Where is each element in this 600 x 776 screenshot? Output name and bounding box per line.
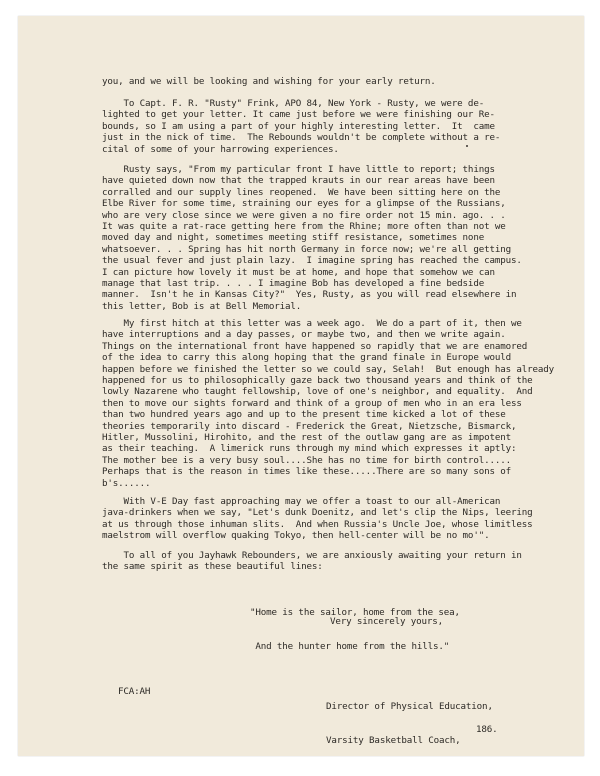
signature-title-2: Varsity Basketball Coach, bbox=[326, 735, 461, 747]
first-hitch-line: The mother bee is a very busy soul....She has no time for birth control..... bbox=[102, 454, 511, 466]
signature-block bbox=[326, 678, 493, 758]
ve-day-line: maelstrom will overflow quaking Tokyo, then hell-center will be no mo'". bbox=[102, 530, 490, 542]
rusty-says-line: moved day and night, sometimes meeting stiff resistance, sometimes none bbox=[102, 232, 485, 244]
rusty-says-line: who are very close since we were given a no fire order not 15 min. ago. . . bbox=[102, 209, 506, 221]
paragraph-ve-day bbox=[102, 496, 572, 542]
rusty-intro-line: cital of some of your harrowing experiences. bbox=[102, 143, 339, 155]
rusty-says-line: corralled and our supply lines reopened. We have been sitting here on the bbox=[102, 186, 501, 198]
paragraph-rusty-intro bbox=[102, 98, 572, 155]
rusty-says-line: I can picture how lovely it must be at home, and hope that somehow we can bbox=[102, 266, 495, 278]
ve-day-line: java-drinkers when we say, "Let's dunk Doenitz, and let's clip the Nips, leering bbox=[102, 507, 533, 519]
first-hitch-line: Things on the international front have happened so rapidly that we are enamored bbox=[102, 340, 528, 352]
first-hitch-line: have interruptions and a day passes, or maybe two, and then we write again. bbox=[102, 329, 506, 341]
first-hitch-line: then to move our sights forward and think of a group of men who in an era less bbox=[102, 397, 522, 409]
first-hitch-line: Perhaps that is the reason in times like these.....There are so many sons of bbox=[102, 466, 511, 478]
signature-title-1: Director of Physical Education, bbox=[326, 700, 493, 712]
ve-day-line: With V-E Day fast approaching may we offer a toast to our all-American bbox=[102, 496, 501, 507]
rusty-says-line: have quieted down now that the trapped krauts in our rear areas have been bbox=[102, 175, 495, 187]
rusty-says-line: Elbe River for some time, straining our eyes for a glimpse of the Russians, bbox=[102, 198, 506, 210]
paragraph-first-hitch bbox=[102, 318, 572, 489]
first-hitch-line: Hitler, Mussolini, Hirohito, and the rest of the outlaw gang are as impotent bbox=[102, 432, 511, 444]
rusty-says-line: manner. Isn't he in Kansas City?" Yes, Rusty, as you will read elsewhere in bbox=[102, 289, 517, 301]
paragraph-to-all bbox=[102, 550, 572, 573]
to-all-line: To all of you Jayhawk Rebounders, we are anxiously awaiting your return in bbox=[102, 550, 522, 561]
first-hitch-line: than two hundred years ago and up to the present time kicked a lot of these bbox=[102, 409, 506, 421]
poem-line-2: And the hunter home from the hills." bbox=[250, 641, 450, 653]
page-number: 186. bbox=[476, 724, 498, 735]
rusty-says-line: the usual fever and just plain lazy. I imagine spring has reached the campus. bbox=[102, 255, 522, 267]
poem-line-1: "Home is the sailor, home from the sea, bbox=[250, 606, 460, 618]
first-hitch-line: My first hitch at this letter was a week ago. We do a part of it, then we bbox=[102, 318, 522, 329]
rusty-intro-line: lighted to get your letter. It came just before we were finishing our Re- bbox=[102, 109, 495, 121]
opening-line: you, and we will be looking and wishing for your early return. bbox=[102, 76, 436, 87]
rusty-intro-line: bounds, so I am using a part of your highly interesting letter. It came bbox=[102, 120, 495, 132]
ve-day-line: at us through those inhuman slits. And when Russia's Uncle Joe, whose limitless bbox=[102, 518, 533, 530]
first-hitch-line: lowly Nazarene who taught fellowship, love of one's neighbor, and equality. And bbox=[102, 386, 533, 398]
first-hitch-line: as their teaching. A limerick runs through my mind which expresses it aptly: bbox=[102, 443, 517, 455]
rusty-says-line: manage that last trip. . . . I imagine Bob has developed a fine bedside bbox=[102, 278, 485, 290]
first-hitch-line: of the idea to carry this along hoping that the grand finale in Europe would bbox=[102, 352, 511, 364]
to-all-line: the same spirit as these beautiful lines: bbox=[102, 561, 323, 573]
rusty-intro-line: just in the nick of time. The Rebounds wouldn't be complete without a re- bbox=[102, 132, 501, 144]
rusty-says-line: It was quite a rat-race getting here from the Rhine; more often than not we bbox=[102, 221, 506, 233]
first-hitch-line: b's...... bbox=[102, 477, 151, 489]
rusty-says-line: whatsoever. . . Spring has hit north Germany in force now; we're all getting bbox=[102, 243, 511, 255]
paragraph-rusty-says bbox=[102, 164, 572, 312]
typist-initials: FCA:AH bbox=[118, 686, 151, 697]
rusty-intro-line: To Capt. F. R. "Rusty" Frink, APO 84, New York - Rusty, we were de- bbox=[102, 98, 485, 109]
rusty-says-line: Rusty says, "From my particular front I have little to report; things bbox=[102, 164, 495, 175]
first-hitch-line: happen before we finished the letter so we could say, Selah! But enough has already bbox=[102, 363, 555, 375]
letter-body bbox=[102, 76, 572, 87]
closing: Very sincerely yours, bbox=[330, 616, 444, 627]
first-hitch-line: happened for us to philosophically gaze back two thousand years and think of the bbox=[102, 375, 533, 387]
rusty-says-line: this letter, Bob is at Bell Memorial. bbox=[102, 300, 302, 312]
stray-ink-mark bbox=[466, 145, 468, 147]
first-hitch-line: theories temporarily into discard - Frederick the Great, Nietzsche, Bismarck, bbox=[102, 420, 517, 432]
